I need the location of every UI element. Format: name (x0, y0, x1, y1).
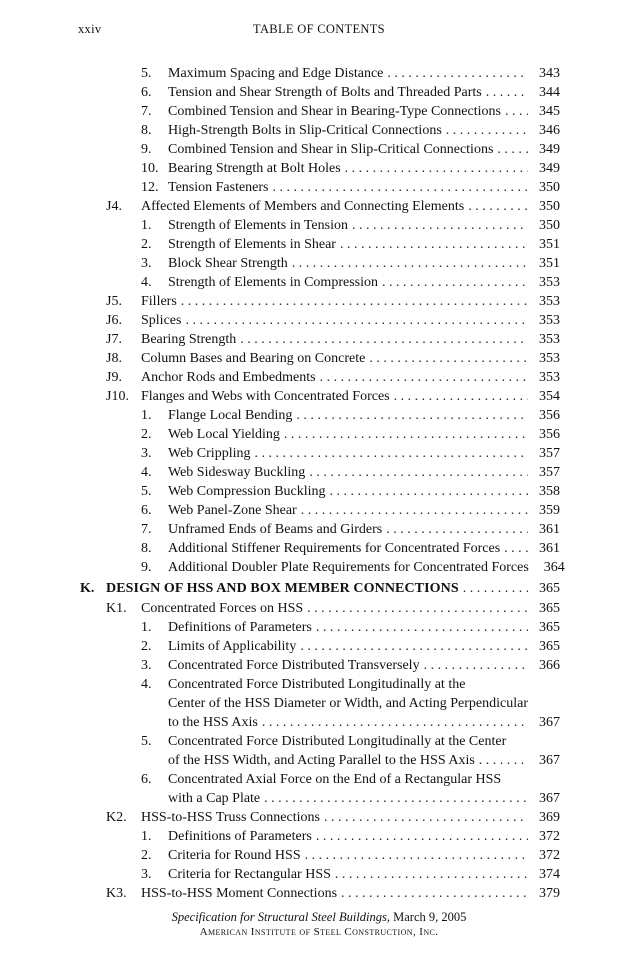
dot-leader (177, 292, 528, 311)
toc-entry-title: HSS-to-HSS Truss Connections (141, 810, 320, 825)
toc-page-number: 369 (539, 810, 560, 825)
toc-entry-number: 7. (141, 522, 152, 537)
toc-entry-number: 2. (141, 639, 152, 654)
dot-leader (336, 235, 528, 254)
toc-page-number: 372 (539, 829, 560, 844)
toc-entry (0, 599, 638, 618)
toc-page-number: 350 (539, 218, 560, 233)
toc-entry (0, 330, 638, 349)
dot-leader (250, 444, 528, 463)
toc-page-number: 356 (539, 427, 560, 442)
toc-page-number: 351 (539, 237, 560, 252)
toc-entry (0, 637, 638, 656)
toc-entry-number: 1. (141, 620, 152, 635)
toc-entry (0, 865, 638, 884)
toc-entry-title: Web Compression Buckling (168, 484, 326, 499)
toc-entry (0, 406, 638, 425)
dot-leader (236, 330, 528, 349)
dot-leader (181, 311, 528, 330)
toc-entry-title: Additional Doubler Plate Requirements for Concentrated Forces (168, 560, 529, 575)
toc-page-number: 361 (539, 522, 560, 537)
toc-entry-title: DESIGN OF HSS AND BOX MEMBER CONNECTIONS (106, 581, 459, 596)
toc-entry-number: 1. (141, 829, 152, 844)
toc-page-number: 353 (539, 294, 560, 309)
toc-entry (0, 482, 638, 501)
dot-leader (258, 713, 528, 732)
toc-entry-number: 8. (141, 123, 152, 138)
toc-entry (0, 770, 638, 789)
dot-leader (305, 463, 528, 482)
dot-leader (292, 406, 528, 425)
toc-entry (0, 732, 638, 751)
dot-leader (500, 539, 528, 558)
dot-leader (341, 159, 528, 178)
toc-entry (0, 140, 638, 159)
toc-entry-title: Affected Elements of Members and Connecting Elements (141, 199, 465, 214)
toc-entry-number: 10. (141, 161, 159, 176)
toc-entry-number: 9. (141, 142, 152, 157)
toc-entry (0, 501, 638, 520)
dot-leader (288, 254, 528, 273)
dot-leader (390, 387, 528, 406)
toc-entry-number: 3. (141, 658, 152, 673)
toc-entry-number: J6. (106, 313, 122, 328)
toc-page-number: 357 (539, 465, 560, 480)
toc-entry-number: J4. (106, 199, 122, 214)
dot-leader (312, 618, 528, 637)
toc-entry (0, 254, 638, 273)
toc-entry-title: with a Cap Plate (168, 791, 261, 806)
dot-leader (482, 83, 528, 102)
toc-page-number: 364 (543, 560, 565, 575)
toc-entry-title: Concentrated Axial Force on the End of a Rectangular HSS (168, 772, 502, 787)
toc-page-number: 358 (539, 484, 560, 499)
toc-entry-number: 6. (141, 772, 152, 787)
toc-entry (0, 216, 638, 235)
toc-entry-title: Concentrated Force Distributed Longitudinally at the Center (168, 734, 507, 749)
dot-leader (382, 520, 528, 539)
toc-page-number: 361 (539, 541, 560, 556)
dot-leader (442, 121, 528, 140)
toc-page-number: 345 (539, 104, 560, 119)
toc-entry-title: Strength of Elements in Tension (168, 218, 348, 233)
toc-page-number: 379 (539, 886, 560, 901)
toc-entry-number: J5. (106, 294, 122, 309)
toc-entry-title: Concentrated Force Distributed Longitudinally at the (168, 677, 466, 692)
running-header-title: TABLE OF CONTENTS (253, 22, 385, 36)
toc-entry-number: 4. (141, 465, 152, 480)
toc-entry-number: 2. (141, 237, 152, 252)
toc-entry (0, 178, 638, 197)
toc-entry-title: Tension and Shear Strength of Bolts and Threaded Parts (168, 85, 482, 100)
toc-entry-title: Web Panel-Zone Shear (168, 503, 297, 518)
toc-page-number: 365 (539, 601, 560, 616)
toc-entry (0, 694, 638, 713)
toc-entry-number: 2. (141, 427, 152, 442)
toc-entry-title: Combined Tension and Shear in Bearing-Type Connections (168, 104, 501, 119)
dot-leader (383, 64, 528, 83)
toc-entry-title: High-Strength Bolts in Slip-Critical Connections (168, 123, 442, 138)
toc-entry (0, 558, 638, 577)
toc-entry-title: Criteria for Round HSS (168, 848, 301, 863)
toc-entry-number: 3. (141, 446, 152, 461)
toc-page-number: 346 (539, 123, 560, 138)
toc-page-number: 350 (539, 199, 560, 214)
toc-entry-title: Maximum Spacing and Edge Distance (168, 66, 384, 81)
toc-page-number: 374 (539, 867, 560, 882)
toc-entry (0, 789, 638, 808)
footer-citation (0, 910, 638, 925)
toc-entry (0, 520, 638, 539)
toc-entry (0, 292, 638, 311)
toc-page-number: 357 (539, 446, 560, 461)
toc-page-number: 353 (539, 370, 560, 385)
toc-page-number: 365 (539, 639, 560, 654)
dot-leader (260, 789, 528, 808)
toc-entry (0, 64, 638, 83)
toc-entry-title: Concentrated Forces on HSS (141, 601, 304, 616)
toc-entry-title: Concentrated Force Distributed Transversely (168, 658, 420, 673)
toc-entry (0, 121, 638, 140)
toc-entry-title: Bearing Strength at Bolt Holes (168, 161, 341, 176)
table-of-contents (0, 64, 638, 903)
toc-entry-number: 7. (141, 104, 152, 119)
toc-entry (0, 579, 638, 599)
toc-page-number: 353 (539, 351, 560, 366)
footer-date: March 9, 2005 (390, 910, 467, 924)
toc-entry (0, 425, 638, 444)
toc-entry (0, 444, 638, 463)
toc-page-number: 366 (539, 658, 560, 673)
toc-entry (0, 368, 638, 387)
toc-entry-number: 9. (141, 560, 152, 575)
toc-entry-number: 5. (141, 734, 152, 749)
toc-page-number: 367 (539, 753, 560, 768)
toc-entry-number: 2. (141, 848, 152, 863)
dot-leader (337, 884, 528, 903)
toc-entry-number: 3. (141, 867, 152, 882)
toc-entry-number: K3. (106, 886, 127, 901)
toc-page-number: 367 (539, 791, 560, 806)
toc-entry-title: Column Bases and Bearing on Concrete (141, 351, 366, 366)
toc-page-number: 353 (539, 313, 560, 328)
dot-leader (269, 178, 528, 197)
dot-leader (301, 846, 528, 865)
toc-entry-title: Bearing Strength (141, 332, 237, 347)
toc-entry (0, 808, 638, 827)
dot-leader (297, 501, 528, 520)
toc-entry-number: J9. (106, 370, 122, 385)
toc-entry-title: Fillers (141, 294, 177, 309)
dot-leader (348, 216, 528, 235)
toc-entry-title: Unframed Ends of Beams and Girders (168, 522, 383, 537)
toc-entry-title: Flange Local Bending (168, 408, 293, 423)
toc-entry-title: Additional Stiffener Requirements for Concentrated Forces (168, 541, 501, 556)
toc-entry-number: K2. (106, 810, 127, 825)
toc-entry-number: J7. (106, 332, 122, 347)
toc-entry-title: Web Sidesway Buckling (168, 465, 306, 480)
toc-entry-title: to the HSS Axis (168, 715, 258, 730)
toc-entry-number: 5. (141, 484, 152, 499)
toc-page-number: 354 (539, 389, 560, 404)
dot-leader (501, 102, 528, 121)
toc-page-number: 343 (539, 66, 560, 81)
toc-entry-title: Definitions of Parameters (168, 829, 312, 844)
toc-entry (0, 102, 638, 121)
toc-entry-title: Limits of Applicability (168, 639, 297, 654)
toc-entry (0, 463, 638, 482)
toc-entry-number: 12. (141, 180, 159, 195)
footer-spec-title: Specification for Structural Steel Buildings, (171, 910, 390, 924)
toc-entry-number: 8. (141, 541, 152, 556)
toc-page-number: 353 (539, 332, 560, 347)
toc-entry-number: 6. (141, 85, 152, 100)
toc-entry (0, 751, 638, 770)
dot-leader (365, 349, 528, 368)
page-number: xxiv (78, 22, 102, 36)
toc-entry (0, 827, 638, 846)
dot-leader (475, 751, 528, 770)
toc-page-number: 359 (539, 503, 560, 518)
toc-page-number: 356 (539, 408, 560, 423)
dot-leader (493, 140, 528, 159)
footer-publisher: American Institute of Steel Construction, Inc. (199, 926, 439, 938)
toc-entry (0, 159, 638, 178)
toc-entry (0, 387, 638, 406)
toc-entry (0, 311, 638, 330)
toc-entry (0, 235, 638, 254)
dot-leader (378, 273, 528, 292)
toc-page-number: 353 (539, 275, 560, 290)
toc-entry (0, 846, 638, 865)
toc-entry-title: Combined Tension and Shear in Slip-Critical Connections (168, 142, 494, 157)
toc-entry (0, 197, 638, 216)
toc-entry-number: 1. (141, 408, 152, 423)
toc-entry-title: of the HSS Width, and Acting Parallel to the HSS Axis (168, 753, 475, 768)
toc-entry-title: Strength of Elements in Compression (168, 275, 378, 290)
toc-page-number: 365 (539, 581, 560, 596)
toc-entry-number: K. (80, 581, 95, 596)
toc-entry-title: Web Crippling (168, 446, 251, 461)
dot-leader (331, 865, 528, 884)
toc-entry-title: HSS-to-HSS Moment Connections (141, 886, 338, 901)
toc-entry (0, 884, 638, 903)
toc-entry-number: K1. (106, 601, 127, 616)
dot-leader (312, 827, 528, 846)
toc-entry-number: 5. (141, 66, 152, 81)
toc-entry (0, 349, 638, 368)
dot-leader (320, 808, 528, 827)
toc-entry-title: Criteria for Rectangular HSS (168, 867, 331, 882)
dot-leader (316, 368, 528, 387)
toc-entry (0, 539, 638, 558)
toc-entry-number: 1. (141, 218, 152, 233)
toc-entry (0, 656, 638, 675)
toc-entry (0, 273, 638, 292)
toc-entry-number: 4. (141, 275, 152, 290)
toc-page-number: 351 (539, 256, 560, 271)
toc-entry (0, 83, 638, 102)
toc-page-number: 367 (539, 715, 560, 730)
toc-entry (0, 713, 638, 732)
dot-leader (464, 197, 528, 216)
toc-page-number: 350 (539, 180, 560, 195)
toc-entry-title: Flanges and Webs with Concentrated Forces (141, 389, 390, 404)
toc-entry-title: Splices (141, 313, 182, 328)
toc-entry-title: Web Local Yielding (168, 427, 280, 442)
toc-page-number: 372 (539, 848, 560, 863)
toc-entry-title: Definitions of Parameters (168, 620, 312, 635)
toc-entry-number: 6. (141, 503, 152, 518)
toc-entry-title: Block Shear Strength (168, 256, 288, 271)
dot-leader (459, 579, 528, 598)
toc-entry (0, 675, 638, 694)
dot-leader (326, 482, 528, 501)
toc-page-number: 344 (539, 85, 560, 100)
toc-entry-title: Anchor Rods and Embedments (141, 370, 316, 385)
dot-leader (303, 599, 528, 618)
dot-leader (420, 656, 528, 675)
toc-entry-number: J10. (106, 389, 129, 404)
toc-entry (0, 618, 638, 637)
toc-page-number: 365 (539, 620, 560, 635)
toc-entry-number: 4. (141, 677, 152, 692)
toc-entry-number: 3. (141, 256, 152, 271)
dot-leader (296, 637, 528, 656)
dot-leader (280, 425, 528, 444)
toc-page-number: 349 (539, 142, 560, 157)
toc-entry-title: Tension Fasteners (168, 180, 269, 195)
toc-page-number: 349 (539, 161, 560, 176)
toc-entry-title: Strength of Elements in Shear (168, 237, 336, 252)
toc-entry-number: J8. (106, 351, 122, 366)
toc-entry-title: Center of the HSS Diameter or Width, and Acting Perpendicular (168, 696, 528, 711)
